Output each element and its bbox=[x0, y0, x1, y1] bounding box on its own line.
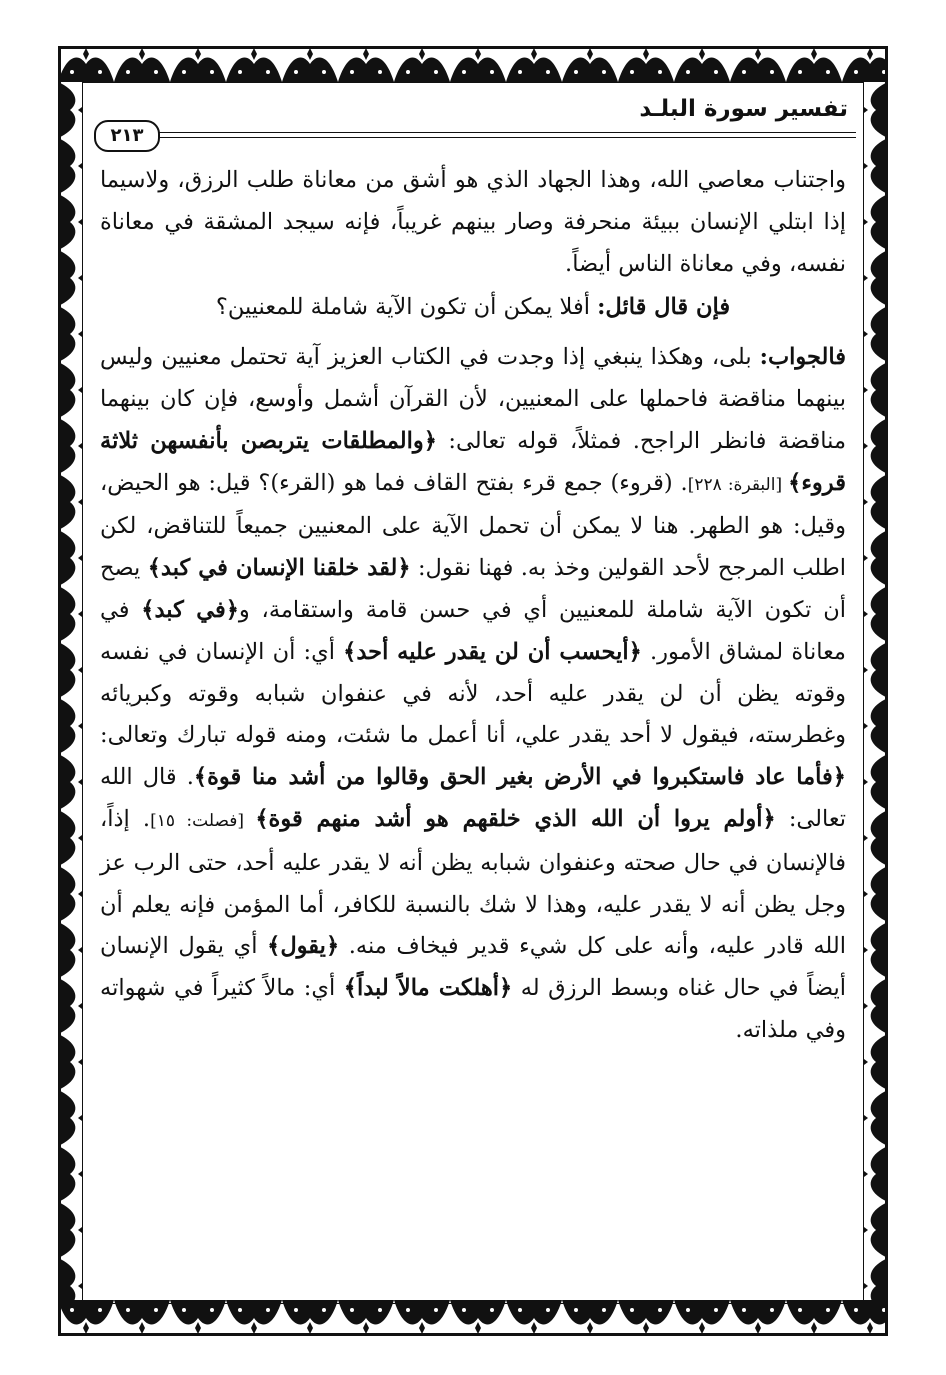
quran-quote-8: ﴿أهلكت مالاً لبداً﴾ bbox=[343, 975, 513, 1002]
paragraph-question bbox=[100, 287, 846, 329]
answer-text-b: . (قروء) جمع قرء بفتح القاف فما هو (القرء)؟ قيل: هو الحيض، وقيل: هو الطهر. هنا لا يمكن أن تحمل الآية على المعنيين جميعاً للتناقض، لكن اطلب المرجح لأحد القولين وخذ به. فهنا نقول: bbox=[100, 469, 846, 582]
question-lead: فإن قال قائل: bbox=[597, 294, 731, 321]
quran-quote-5: ﴿فأما عاد فاستكبروا في الأرض بغير الحق وقالوا من أشد منا قوة﴾ bbox=[193, 764, 846, 791]
quran-quote-1: ﴿والمطلقات يتربصن بأنفسهن ثلاثة قروء﴾ bbox=[100, 427, 846, 496]
answer-text-e: أي: أن الإنسان في نفسه وقوته يظن أن لن يقدر عليه أحد، لأنه في عنفوان شبابه وقوته وكبريائه وغطرسته، فيقول لا أحد يقدر علي، أنا أعمل ما شئت، ومنه قوله تبارك وتعالى: bbox=[100, 638, 846, 749]
page-header bbox=[90, 90, 856, 146]
quran-reference-2: [فصلت: ١٥] bbox=[150, 810, 256, 831]
running-title: تفسير سورة البلـد bbox=[639, 96, 848, 122]
header-rule bbox=[150, 132, 856, 138]
answer-text-d: في معاناة لمشاق الأمور. bbox=[100, 596, 846, 665]
answer-lead: فالجواب: bbox=[759, 344, 846, 371]
question-text: أفلا يمكن أن تكون الآية شاملة للمعنيين؟ bbox=[215, 294, 598, 321]
quran-quote-4: ﴿أيحسب أن لن يقدر عليه أحد﴾ bbox=[343, 638, 642, 665]
page-number: ٢١٣ bbox=[94, 120, 160, 152]
quran-quote-7: ﴿يقول﴾ bbox=[267, 933, 340, 960]
quran-reference-1: [البقرة: ٢٢٨] bbox=[687, 474, 789, 495]
page-body bbox=[100, 160, 846, 1052]
answer-text-c: يصح أن تكون الآية شاملة للمعنيين أي في حسن قامة واستقامة، و bbox=[100, 555, 846, 623]
answer-text-i: أي: مالاً كثيراً في شهواته وفي ملذاته. bbox=[100, 975, 846, 1043]
answer-text-h: أي يقول الإنسان أيضاً في حال غناه وبسط الرزق له bbox=[100, 933, 846, 1002]
answer-text-g: . إذاً، فالإنسان في حال صحته وعنفوان شبابه يظن أنه لا يقدر عليه أحد، حتى الرب عز وجل يظن أنه لا يقدر عليه، وهذا لا شك بالنسبة للكافر، أما المؤمن فإنه يعلم أن الله قادر عليه، وأنه على كل شيء قدير فيخاف منه. bbox=[100, 805, 846, 960]
answer-text-f: . قال الله تعالى: bbox=[100, 764, 846, 832]
quran-quote-2: ﴿لقد خلقنا الإنسان في كبد﴾ bbox=[147, 555, 411, 582]
quran-quote-6: ﴿أولم يروا أن الله الذي خلقهم هو أشد منهم قوة﴾ bbox=[255, 805, 776, 832]
quran-quote-3: ﴿في كبد﴾ bbox=[141, 596, 239, 623]
paragraph-answer bbox=[100, 337, 846, 1052]
paragraph-1: واجتناب معاصي الله، وهذا الجهاد الذي هو أشق من معاناة طلب الرزق، ولاسيما إذا ابتلي الإنسان ببيئة منحرفة وصار بينهم غريباً، فإنه سيجد المشقة في معاناة نفسه، وفي معاناة الناس أيضاً. bbox=[100, 167, 846, 277]
answer-text-a: بلى، وهكذا ينبغي إذا وجدت في الكتاب العزيز آية تحتمل معنيين وليس بينهما مناقضة فاحملها على المعنيين، لأن القرآن أشمل وأوسع، فإن كان بينهما مناقضة فانظر الراجح. فمثلاً، قوله تعالى: bbox=[100, 344, 846, 454]
